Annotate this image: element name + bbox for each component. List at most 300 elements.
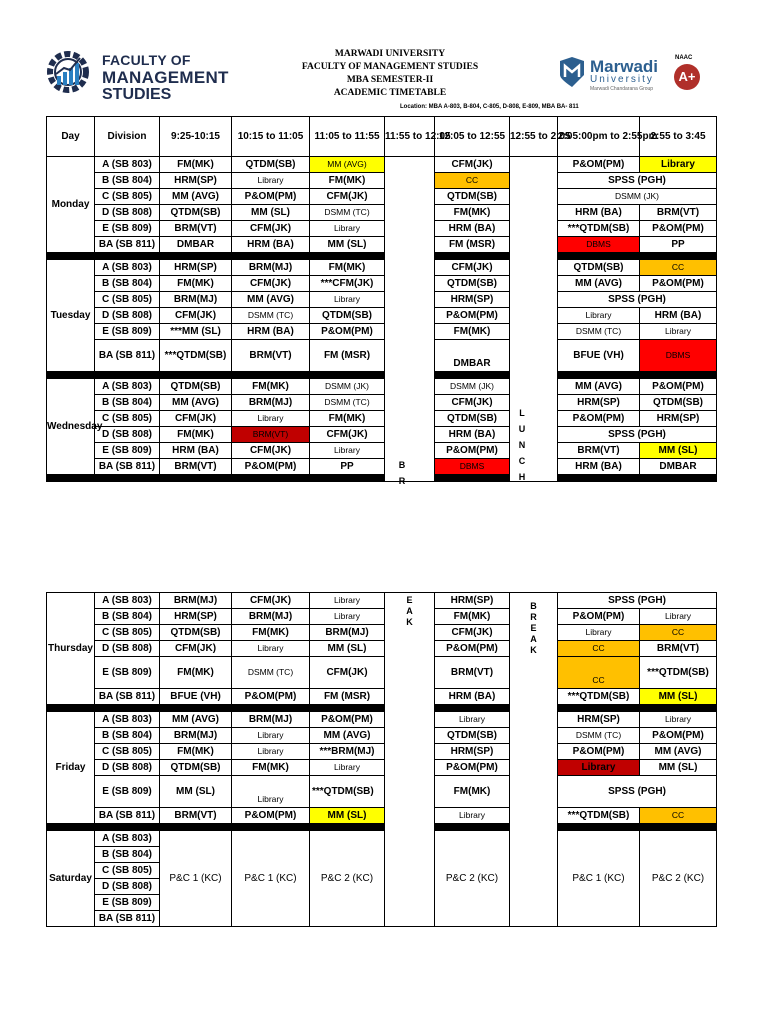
timetable-cell: MM (AVG) xyxy=(310,728,385,744)
timetable-cell: ***QTDM(SB) xyxy=(310,776,385,808)
timetable-cell: BFUE (VH) xyxy=(160,689,232,705)
col-header-break: 11:55 to 12:05 xyxy=(385,117,435,157)
timetable-cell: QTDM(SB) xyxy=(160,625,232,641)
day-tuesday: Tuesday xyxy=(47,260,95,372)
separator xyxy=(47,705,385,712)
timetable-cell: MM (AVG) xyxy=(160,395,232,411)
timetable-cell: CFM(JK) xyxy=(435,157,510,173)
timetable-cell: Library xyxy=(232,641,310,657)
timetable-cell: Library xyxy=(310,443,385,459)
timetable-cell: MM (AVG) xyxy=(160,189,232,205)
university-sub: University xyxy=(590,74,654,85)
timetable-cell: BRM(MJ) xyxy=(232,712,310,728)
timetable-cell: FM(MK) xyxy=(160,157,232,173)
break-letter: K xyxy=(406,617,413,627)
timetable-cell: Library xyxy=(310,292,385,308)
timetable-cell: DMBAR xyxy=(160,237,232,253)
timetable-cell: DSMM (TC) xyxy=(310,205,385,221)
division-cell: B (SB 804) xyxy=(95,276,160,292)
timetable-cell: Library xyxy=(310,221,385,237)
table-row xyxy=(47,221,717,237)
day-friday: Friday xyxy=(47,712,95,824)
timetable-cell: FM(MK) xyxy=(160,657,232,689)
timetable-cell: HRM (BA) xyxy=(435,427,510,443)
day-monday: Monday xyxy=(47,157,95,253)
timetable-cell: Library xyxy=(232,173,310,189)
day-thursday: Thursday xyxy=(47,593,95,705)
table-row xyxy=(47,641,717,657)
separator-row xyxy=(47,253,717,260)
col-header-slot1: 9:25-10:15 xyxy=(160,117,232,157)
timetable-cell: QTDM(SB) xyxy=(435,728,510,744)
timetable-cell: FM(MK) xyxy=(310,173,385,189)
timetable-cell: BRM(MJ) xyxy=(160,593,232,609)
table-row xyxy=(47,831,717,847)
header-row xyxy=(47,117,717,157)
timetable-cell: FM(MK) xyxy=(160,427,232,443)
separator xyxy=(47,372,385,379)
timetable-cell: P&OM(PM) xyxy=(232,189,310,205)
division-cell: C (SB 805) xyxy=(95,292,160,308)
table-row xyxy=(47,744,717,760)
lunch-letter: C xyxy=(518,456,526,466)
timetable-cell: CFM(JK) xyxy=(232,593,310,609)
timetable-cell: Library xyxy=(435,808,510,824)
division-cell: A (SB 803) xyxy=(95,831,160,847)
break-column xyxy=(385,593,435,927)
timetable-cell: FM (MSR) xyxy=(310,689,385,705)
table-row xyxy=(47,689,717,705)
division-cell: D (SB 808) xyxy=(95,205,160,221)
timetable-cell: DMBAR xyxy=(640,459,717,475)
timetable-cell: QTDM(SB) xyxy=(310,308,385,324)
table-row xyxy=(47,189,717,205)
timetable-cell: Library xyxy=(310,593,385,609)
timetable-cell: CFM(JK) xyxy=(310,657,385,689)
table-row xyxy=(47,427,717,443)
timetable-cell: CC xyxy=(640,625,717,641)
timetable-cell: Library xyxy=(232,411,310,427)
timetable-cell: P&OM(PM) xyxy=(232,808,310,824)
division-cell: D (SB 808) xyxy=(95,308,160,324)
break2-column xyxy=(510,593,558,927)
table-row xyxy=(47,657,717,689)
table-row xyxy=(47,260,717,276)
timetable-cell: ***MM (SL) xyxy=(160,324,232,340)
timetable-cell: P&C 1 (KC) xyxy=(160,831,232,927)
timetable-cell: HRM(SP) xyxy=(160,173,232,189)
timetable-cell: P&OM(PM) xyxy=(558,157,640,173)
logo-line-2: MANAGEMENT xyxy=(102,68,229,87)
division-cell: A (SB 803) xyxy=(95,593,160,609)
table-row xyxy=(47,292,717,308)
timetable-cell: HRM (BA) xyxy=(232,324,310,340)
timetable-cell: DMBAR xyxy=(435,340,510,372)
table-row xyxy=(47,205,717,221)
timetable-cell: HRM (BA) xyxy=(435,221,510,237)
naac-label: NAAC xyxy=(675,55,693,61)
timetable-cell: BRM(VT) xyxy=(558,443,640,459)
division-cell: E (SB 809) xyxy=(95,776,160,808)
table-row xyxy=(47,157,717,173)
naac-grade: A+ xyxy=(674,64,700,90)
table-row xyxy=(47,173,717,189)
timetable-cell: ***QTDM(SB) xyxy=(558,221,640,237)
separator-row xyxy=(47,705,717,712)
timetable-cell: FM(MK) xyxy=(310,411,385,427)
logo-line-1: FACULTY OF xyxy=(102,52,191,68)
division-cell: C (SB 805) xyxy=(95,863,160,879)
timetable-cell: QTDM(SB) xyxy=(160,760,232,776)
lunch-letter: U xyxy=(518,424,526,434)
timetable-cell: FM(MK) xyxy=(160,276,232,292)
timetable-cell: FM(MK) xyxy=(435,776,510,808)
timetable-cell: DSMM (JK) xyxy=(310,379,385,395)
break-letter: B xyxy=(530,601,537,611)
timetable-cell: P&OM(PM) xyxy=(558,411,640,427)
separator-row xyxy=(47,372,717,379)
timetable-cell: ***QTDM(SB) xyxy=(558,689,640,705)
table-row xyxy=(47,308,717,324)
break-letter: A xyxy=(406,606,413,616)
timetable-cell: ***QTDM(SB) xyxy=(160,340,232,372)
timetable-cell: FM(MK) xyxy=(435,609,510,625)
division-cell: A (SB 803) xyxy=(95,157,160,173)
timetable-cell: Library xyxy=(232,776,310,808)
division-cell: E (SB 809) xyxy=(95,895,160,911)
timetable-cell: FM(MK) xyxy=(232,625,310,641)
university-group: Marwadi Chandarana Group xyxy=(590,86,654,92)
timetable-cell: FM(MK) xyxy=(435,205,510,221)
table-row xyxy=(47,340,717,372)
division-cell: A (SB 803) xyxy=(95,260,160,276)
timetable-cell: BRM(MJ) xyxy=(232,609,310,625)
page-header xyxy=(0,0,768,120)
timetable-cell: HRM(SP) xyxy=(558,395,640,411)
timetable-cell: HRM(SP) xyxy=(435,292,510,308)
timetable-cell: ***QTDM(SB) xyxy=(640,657,717,689)
timetable-cell: FM(MK) xyxy=(435,324,510,340)
lunch-label xyxy=(515,405,529,485)
table-row xyxy=(47,625,717,641)
col-header-division: Division xyxy=(95,117,160,157)
timetable-cell: MM (SL) xyxy=(160,776,232,808)
division-cell: BA (SB 811) xyxy=(95,340,160,372)
timetable-cell: BRM(MJ) xyxy=(232,260,310,276)
timetable-cell: HRM(SP) xyxy=(558,712,640,728)
timetable-cell: DSMM (TC) xyxy=(232,657,310,689)
timetable-cell: Library xyxy=(435,712,510,728)
logo-line-3: STUDIES xyxy=(102,86,172,103)
timetable-cell: CC xyxy=(640,808,717,824)
division-cell: BA (SB 811) xyxy=(95,459,160,475)
division-cell: BA (SB 811) xyxy=(95,911,160,927)
timetable-cell: DSMM (JK) xyxy=(558,189,717,205)
lunch-letter: L xyxy=(519,408,525,418)
timetable-cell: P&OM(PM) xyxy=(640,379,717,395)
division-cell: E (SB 809) xyxy=(95,443,160,459)
timetable-cell: MM (AVG) xyxy=(558,276,640,292)
timetable-cell: HRM (BA) xyxy=(232,237,310,253)
timetable-cell: MM (AVG) xyxy=(232,292,310,308)
table-row xyxy=(47,593,717,609)
separator xyxy=(558,253,717,260)
timetable-cell: DBMS xyxy=(640,340,717,372)
timetable-cell: DBMS xyxy=(435,459,510,475)
timetable-cell: Library xyxy=(232,744,310,760)
timetable-cell: MM (SL) xyxy=(232,205,310,221)
division-cell: C (SB 805) xyxy=(95,744,160,760)
timetable-cell: BRM(VT) xyxy=(640,641,717,657)
separator xyxy=(435,372,510,379)
timetable-cell: BRM(VT) xyxy=(160,808,232,824)
timetable-cell: DSMM (TC) xyxy=(232,308,310,324)
timetable-cell: P&C 2 (KC) xyxy=(640,831,717,927)
division-cell: D (SB 808) xyxy=(95,427,160,443)
timetable-cell: MM (SL) xyxy=(310,808,385,824)
timetable-cell: BRM(MJ) xyxy=(160,728,232,744)
timetable-cell: HRM (BA) xyxy=(558,205,640,221)
table-row xyxy=(47,276,717,292)
table-row xyxy=(47,760,717,776)
timetable-cell: QTDM(SB) xyxy=(160,205,232,221)
timetable-cell: HRM(SP) xyxy=(160,260,232,276)
timetable-cell: CFM(JK) xyxy=(310,189,385,205)
timetable-cell: HRM (BA) xyxy=(640,308,717,324)
division-cell: D (SB 808) xyxy=(95,879,160,895)
location-text: Location: MBA A-803, B-804, C-805, D-808, E-809, MBA BA- 811 xyxy=(400,104,579,110)
timetable-cell: Library xyxy=(640,157,717,173)
separator xyxy=(435,824,510,831)
separator xyxy=(47,253,385,260)
separator xyxy=(435,475,510,482)
timetable-cell: HRM(SP) xyxy=(640,411,717,427)
table-row xyxy=(47,609,717,625)
break-letter: B xyxy=(398,460,406,470)
separator xyxy=(558,705,717,712)
timetable-cell: P&OM(PM) xyxy=(310,324,385,340)
timetable-cell: MM (AVG) xyxy=(640,744,717,760)
timetable-cell: QTDM(SB) xyxy=(640,395,717,411)
timetable-cell: PP xyxy=(640,237,717,253)
timetable-cell: HRM (BA) xyxy=(435,689,510,705)
division-cell: D (SB 808) xyxy=(95,760,160,776)
timetable-cell: FM(MK) xyxy=(232,379,310,395)
title-line: MARWADI UNIVERSITY xyxy=(334,49,446,59)
break-column xyxy=(385,157,435,482)
separator xyxy=(558,824,717,831)
timetable-cell: CFM(JK) xyxy=(310,427,385,443)
separator xyxy=(558,475,717,482)
separator xyxy=(47,824,385,831)
timetable-cell: P&OM(PM) xyxy=(558,744,640,760)
separator xyxy=(435,253,510,260)
timetable-cell: MM (SL) xyxy=(640,689,717,705)
timetable-top xyxy=(46,116,717,482)
timetable-cell: HRM(SP) xyxy=(435,593,510,609)
timetable-cell: CFM(JK) xyxy=(232,276,310,292)
timetable-cell: CFM(JK) xyxy=(435,625,510,641)
timetable-cell: P&C 1 (KC) xyxy=(232,831,310,927)
timetable-cell: HRM(SP) xyxy=(160,609,232,625)
timetable-cell: DSMM (TC) xyxy=(558,324,640,340)
university-brand: Marwadi xyxy=(590,57,659,76)
timetable-cell: CFM(JK) xyxy=(160,411,232,427)
timetable-cell: QTDM(SB) xyxy=(232,157,310,173)
division-cell: A (SB 803) xyxy=(95,712,160,728)
timetable-cell: HRM (BA) xyxy=(558,459,640,475)
table-row xyxy=(47,776,717,808)
timetable-cell: MM (SL) xyxy=(640,760,717,776)
timetable-cell: BRM(MJ) xyxy=(232,395,310,411)
timetable-cell: FM (MSR) xyxy=(310,340,385,372)
timetable-cell: P&OM(PM) xyxy=(232,689,310,705)
timetable-cell: Library xyxy=(232,728,310,744)
timetable-cell: QTDM(SB) xyxy=(160,379,232,395)
break-letter: A xyxy=(530,634,537,644)
university-mark-icon xyxy=(558,57,586,87)
separator xyxy=(47,475,385,482)
timetable-cell: P&C 2 (KC) xyxy=(435,831,510,927)
timetable-cell: P&C 1 (KC) xyxy=(558,831,640,927)
separator xyxy=(435,705,510,712)
table-row xyxy=(47,728,717,744)
timetable-cell: FM(MK) xyxy=(160,744,232,760)
timetable-cell: P&OM(PM) xyxy=(558,609,640,625)
table-row xyxy=(47,237,717,253)
division-cell: BA (SB 811) xyxy=(95,808,160,824)
break-letter: K xyxy=(530,645,537,655)
timetable-cell: MM (SL) xyxy=(310,237,385,253)
division-cell: B (SB 804) xyxy=(95,728,160,744)
timetable-cell: FM(MK) xyxy=(310,260,385,276)
timetable-bottom xyxy=(46,592,717,927)
timetable-cell: DSMM (JK) xyxy=(435,379,510,395)
break-letter: E xyxy=(406,595,413,605)
division-cell: BA (SB 811) xyxy=(95,237,160,253)
col-header-lunch: 12:55 to 2:05 xyxy=(510,117,558,157)
timetable-cell: MM (AVG) xyxy=(558,379,640,395)
timetable-cell: CC xyxy=(558,657,640,689)
timetable-cell: SPSS (PGH) xyxy=(558,427,717,443)
timetable-cell: SPSS (PGH) xyxy=(558,593,717,609)
division-cell: E (SB 809) xyxy=(95,221,160,237)
timetable-cell: P&OM(PM) xyxy=(640,221,717,237)
table-row xyxy=(47,808,717,824)
timetable-cell: SPSS (PGH) xyxy=(558,292,717,308)
division-cell: C (SB 805) xyxy=(95,625,160,641)
timetable-cell: P&OM(PM) xyxy=(310,712,385,728)
timetable-cell: P&OM(PM) xyxy=(435,308,510,324)
timetable-cell: CC xyxy=(640,260,717,276)
timetable-cell: CC xyxy=(558,641,640,657)
table-row xyxy=(47,411,717,427)
division-cell: A (SB 803) xyxy=(95,379,160,395)
timetable-cell: CFM(JK) xyxy=(232,221,310,237)
table-row xyxy=(47,459,717,475)
col-header-slot6: 2:55 to 3:45 xyxy=(640,117,717,157)
timetable-cell: P&OM(PM) xyxy=(640,276,717,292)
timetable-cell: Library xyxy=(558,760,640,776)
division-cell: C (SB 805) xyxy=(95,189,160,205)
timetable-cell: P&OM(PM) xyxy=(435,443,510,459)
timetable-cell: DSMM (TC) xyxy=(310,395,385,411)
col-header-slot4: 12:05 to 12:55 xyxy=(435,117,510,157)
division-cell: D (SB 808) xyxy=(95,641,160,657)
timetable-cell: SPSS (PGH) xyxy=(558,173,717,189)
timetable-cell: Library xyxy=(640,712,717,728)
division-cell: B (SB 804) xyxy=(95,847,160,863)
faculty-logo xyxy=(44,46,234,106)
timetable-cell: Library xyxy=(640,324,717,340)
table-row xyxy=(47,324,717,340)
timetable-cell: MM (SL) xyxy=(310,641,385,657)
division-cell: B (SB 804) xyxy=(95,395,160,411)
timetable-cell: QTDM(SB) xyxy=(435,411,510,427)
timetable-cell: BRM(MJ) xyxy=(310,625,385,641)
timetable-cell: SPSS (PGH) xyxy=(558,776,717,808)
timetable-cell: BRM(VT) xyxy=(640,205,717,221)
timetable-cell: CFM(JK) xyxy=(160,641,232,657)
timetable-cell: BRM(VT) xyxy=(435,657,510,689)
division-cell: E (SB 809) xyxy=(95,324,160,340)
day-saturday: Saturday xyxy=(47,831,95,927)
timetable-cell: CFM(JK) xyxy=(160,308,232,324)
table-row xyxy=(47,395,717,411)
timetable-cell: Library xyxy=(558,625,640,641)
division-cell: C (SB 805) xyxy=(95,411,160,427)
timetable-title xyxy=(250,48,530,100)
timetable-cell: BFUE (VH) xyxy=(558,340,640,372)
division-cell: E (SB 809) xyxy=(95,657,160,689)
timetable-cell: QTDM(SB) xyxy=(558,260,640,276)
break-label-top xyxy=(395,457,409,489)
timetable-cell: ***CFM(JK) xyxy=(310,276,385,292)
division-cell: B (SB 804) xyxy=(95,609,160,625)
day-wednesday: Wednesday xyxy=(47,379,95,475)
timetable-cell: P&OM(PM) xyxy=(435,760,510,776)
timetable-cell: ***BRM(MJ) xyxy=(310,744,385,760)
timetable-cell: Library xyxy=(640,609,717,625)
timetable-cell: FM (MSR) xyxy=(435,237,510,253)
timetable-cell: BRM(VT) xyxy=(160,221,232,237)
col-header-day: Day xyxy=(47,117,95,157)
timetable-cell: DSMM (TC) xyxy=(558,728,640,744)
separator-row xyxy=(47,475,717,482)
timetable-cell: MM (AVG) xyxy=(160,712,232,728)
timetable-cell: ***QTDM(SB) xyxy=(558,808,640,824)
timetable-cell: Library xyxy=(310,760,385,776)
division-cell: BA (SB 811) xyxy=(95,689,160,705)
timetable-cell: PP xyxy=(310,459,385,475)
col-header-slot2: 10:15 to 11:05 xyxy=(232,117,310,157)
timetable-cell: P&C 2 (KC) xyxy=(310,831,385,927)
timetable-cell: HRM(SP) xyxy=(435,744,510,760)
timetable-cell: BRM(VT) xyxy=(232,340,310,372)
timetable-cell: BRM(VT) xyxy=(160,459,232,475)
timetable-cell: Library xyxy=(310,609,385,625)
timetable-cell: BRM(MJ) xyxy=(160,292,232,308)
timetable-cell: P&OM(PM) xyxy=(435,641,510,657)
division-cell: B (SB 804) xyxy=(95,173,160,189)
timetable-cell: HRM (BA) xyxy=(160,443,232,459)
timetable-cell: QTDM(SB) xyxy=(435,276,510,292)
naac-badge xyxy=(673,55,701,95)
break-letter: R xyxy=(530,612,537,622)
timetable-cell: P&OM(PM) xyxy=(232,459,310,475)
break-letter: E xyxy=(530,623,537,633)
timetable-cell: FM(MK) xyxy=(232,760,310,776)
